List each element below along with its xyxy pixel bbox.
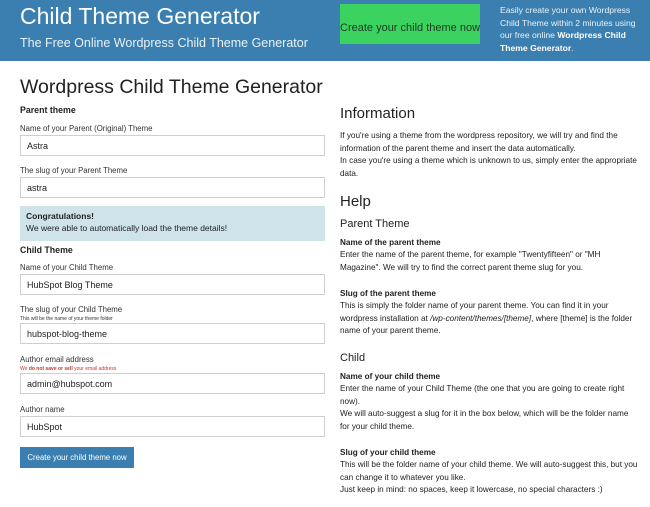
header-create-button[interactable]: Create your child theme now [340, 4, 480, 44]
parent-slug-input[interactable] [20, 177, 325, 198]
email-hint-pre: We [20, 366, 29, 372]
child-slug-label: The slug of your Child Theme [20, 305, 123, 314]
info-intro: If you're using a theme from the wordpress repository, we will try and find the information of the parent theme and insert the data automatically. [340, 131, 618, 153]
parent-theme-heading: Parent Theme [340, 218, 410, 230]
child-slug-help-text-2: Just keep in mind: no spaces, keep it lowercase, no special characters :) [340, 485, 603, 494]
child-name-label: Name of your Child Theme [20, 263, 114, 272]
child-name-help-title: Name of your child theme [340, 372, 441, 381]
info-intro-2: In case you're using a theme which is unknown to us, simply enter the appropriate data. [340, 156, 637, 178]
parent-name-input[interactable] [20, 135, 325, 156]
email-hint-post: your email address [72, 366, 117, 372]
child-slug-hint: This will be the name of your theme folder [20, 316, 113, 322]
child-heading: Child [340, 352, 366, 364]
parent-slug-label: The slug of your Parent Theme [20, 166, 128, 175]
child-slug-help-text: This will be the folder name of your child theme. We will auto-suggest this, but you can change it to whatever you like. [340, 460, 638, 482]
parent-theme-section-label: Parent theme [20, 105, 76, 115]
parent-slug-text-pre: This is simply the folder name of your parent theme. You can find it in your wordpress installation at [340, 301, 609, 323]
email-label: Author email address [20, 355, 94, 364]
site-header [0, 0, 650, 61]
info-heading: Information [340, 105, 416, 122]
header-blurb-end: . [571, 42, 574, 53]
author-input[interactable] [20, 416, 325, 437]
header-blurb [500, 4, 645, 54]
alert-title: Congratulations! [26, 211, 94, 221]
parent-slug-path: /wp-content/themes/[theme] [430, 313, 532, 323]
success-alert [20, 206, 325, 241]
email-input[interactable] [20, 373, 325, 394]
site-title[interactable]: Child Theme Generator [20, 3, 260, 29]
alert-text: We were able to automatically load the theme details! [26, 223, 228, 233]
author-label: Author name [20, 405, 65, 414]
child-slug-help-title: Slug of your child theme [340, 448, 436, 457]
parent-name-help-text: Enter the name of the parent theme, for example "Twentyfifteen" or "MH Magazine". We will try to find the correct parent theme slug for you. [340, 250, 601, 272]
site-subtitle: The Free Online Wordpress Child Theme Generator [20, 36, 308, 50]
header-blurb-bold: Wordpress Child Theme Generator [500, 30, 626, 53]
help-heading: Help [340, 193, 371, 210]
child-name-help-text: Enter the name of your Child Theme (the one that you are going to create right now). [340, 384, 625, 406]
create-child-theme-button[interactable]: Create your child theme now [20, 447, 134, 468]
child-name-help-text-2: We will auto-suggest a slug for it in the box below, which will be the folder name for your child theme. [340, 409, 629, 431]
parent-name-label: Name of your Parent (Original) Theme [20, 124, 153, 133]
page-title: Wordpress Child Theme Generator [20, 76, 323, 98]
parent-slug-help-title: Slug of the parent theme [340, 289, 436, 298]
header-blurb-text: Easily create your own Wordpress Child Theme within 2 minutes using our free online [500, 5, 636, 40]
child-name-input[interactable] [20, 274, 325, 295]
parent-name-help-title: Name of the parent theme [340, 238, 441, 247]
parent-slug-text-post: , where [theme] is the folder name of your parent theme. [340, 313, 633, 335]
child-theme-section-label: Child Theme [20, 245, 73, 255]
email-hint [20, 366, 116, 372]
child-slug-input[interactable] [20, 323, 325, 344]
email-hint-bold: do not save or sell [28, 366, 73, 372]
parent-slug-help-text [340, 300, 640, 338]
